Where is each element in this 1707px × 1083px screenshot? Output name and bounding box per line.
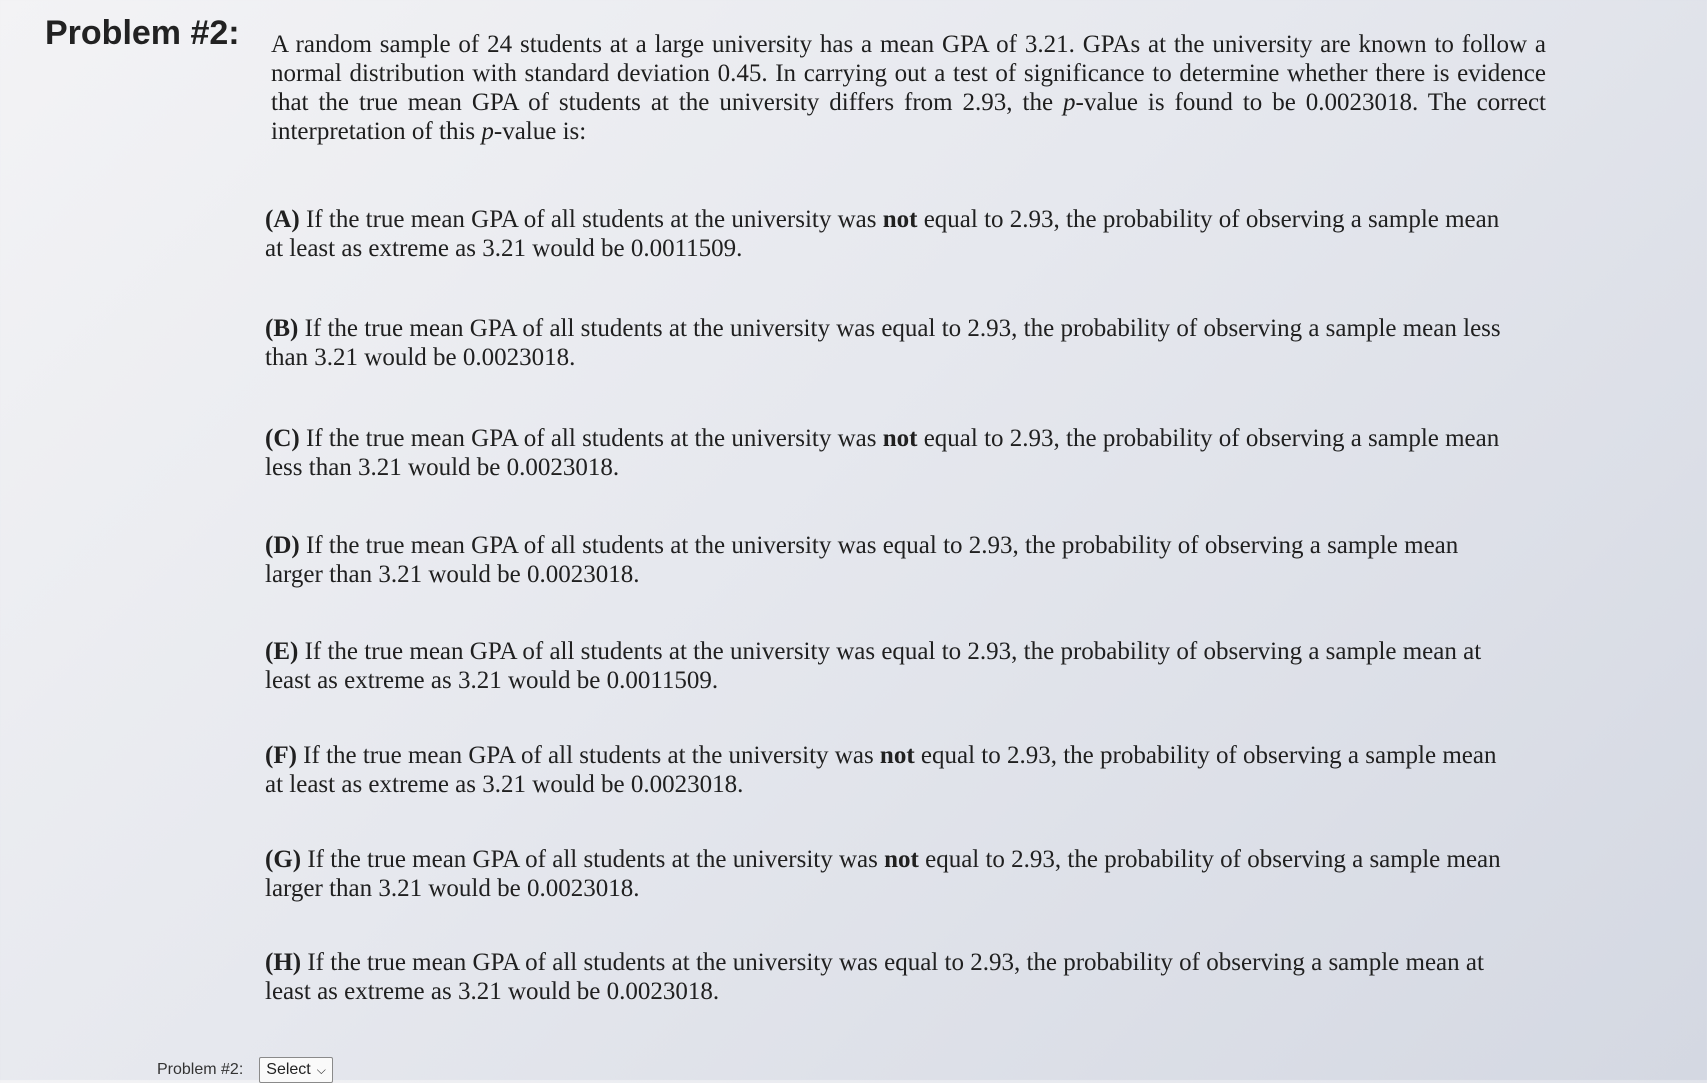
option-emphasis: not	[882, 206, 918, 233]
option-c	[265, 424, 1505, 482]
answer-label: Problem #2:	[157, 1061, 244, 1078]
option-letter: (H)	[265, 949, 302, 976]
option-b	[265, 314, 1505, 372]
problem-statement	[271, 30, 1546, 146]
option-text: If the true mean GPA of all students at the university was	[299, 206, 883, 233]
p-symbol: p	[481, 118, 494, 145]
option-text: equal to 2.93, the probability of observing a sample mean at least as extreme as 3.21 would be 0.0011509.	[265, 206, 1500, 262]
problem-stem-part: -value is found to be 0.0023018. The correct interpretation of this	[271, 89, 1546, 145]
option-text: If the true mean GPA of all students at the university was equal to 2.93, the probability of observing a sample mean larger than 3.21 would be 0.0023018.	[265, 532, 1459, 588]
problem-stem-part: -value is:	[493, 118, 587, 145]
option-emphasis: not	[884, 846, 919, 873]
option-letter: (B)	[265, 315, 299, 342]
option-text: equal to 2.93, the probability of observing a sample mean less than 3.21 would be 0.0023018.	[265, 425, 1500, 481]
option-f	[265, 741, 1505, 799]
option-letter: (D)	[265, 532, 300, 559]
answer-select[interactable]	[259, 1057, 333, 1083]
problem-stem-part: A random sample of 24 students at a large university has a mean GPA of 3.21. GPAs at the university are known to follow a normal distribution with standard deviation 0.45. In carrying out a test of significance to determine whether there is evidence that the true mean GPA of students at the university differs from 2.93, the	[271, 31, 1546, 116]
option-emphasis: not	[879, 742, 915, 769]
option-letter: (F)	[265, 742, 297, 769]
option-letter: (A)	[265, 206, 300, 233]
option-text: If the true mean GPA of all students at the university was equal to 2.93, the probability of observing a sample mean at least as extreme as 3.21 would be 0.0023018.	[265, 949, 1484, 1005]
p-symbol: p	[1063, 89, 1076, 116]
option-text: equal to 2.93, the probability of observing a sample mean larger than 3.21 would be 0.0023018.	[265, 846, 1501, 902]
chevron-down-icon: ⌵	[316, 1062, 326, 1077]
answer-select-value: Select	[266, 1061, 311, 1078]
option-text: If the true mean GPA of all students at the university was	[301, 846, 885, 873]
option-emphasis: not	[882, 425, 918, 452]
option-letter: (G)	[265, 846, 302, 873]
option-d	[265, 531, 1505, 589]
option-h	[265, 948, 1505, 1006]
option-g	[265, 845, 1505, 903]
option-text: equal to 2.93, the probability of observing a sample mean at least as extreme as 3.21 would be 0.0023018.	[265, 742, 1497, 798]
option-text: If the true mean GPA of all students at the university was	[296, 742, 880, 769]
option-letter: (E)	[265, 638, 299, 665]
option-letter: (C)	[265, 425, 300, 452]
option-e	[265, 637, 1505, 695]
option-a	[265, 205, 1505, 263]
answer-row	[157, 1057, 333, 1083]
problem-heading: Problem #2:	[45, 14, 240, 52]
option-text: If the true mean GPA of all students at the university was equal to 2.93, the probability of observing a sample mean less than 3.21 would be 0.0023018.	[265, 315, 1501, 371]
option-text: If the true mean GPA of all students at the university was equal to 2.93, the probability of observing a sample mean at least as extreme as 3.21 would be 0.0011509.	[265, 638, 1482, 694]
option-text: If the true mean GPA of all students at the university was	[299, 425, 883, 452]
